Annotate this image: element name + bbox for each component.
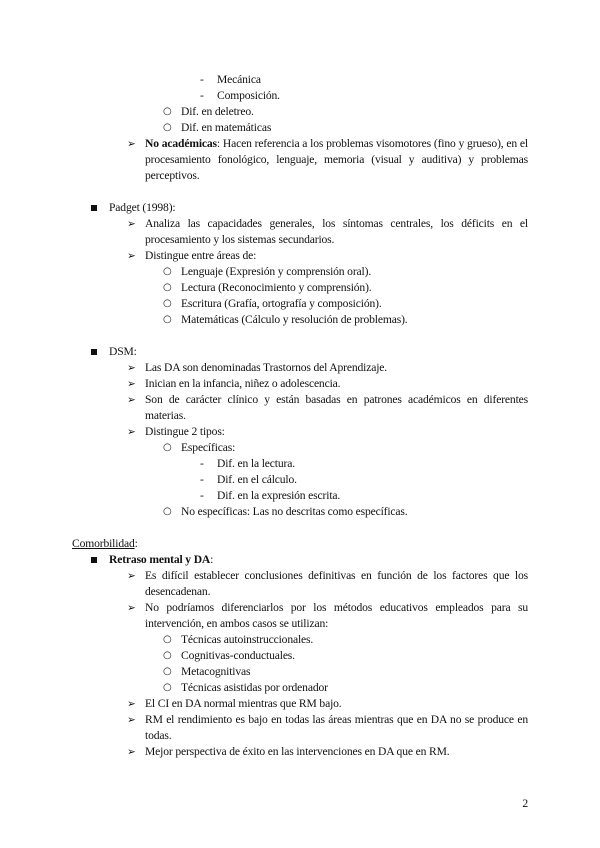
square-bullet-icon (91, 344, 97, 360)
list-item: Metacognitivas (181, 665, 251, 678)
square-bullet-icon (91, 200, 97, 216)
circle-bullet-icon: ○ (163, 650, 172, 661)
arrow-bullet-icon: ➢ (127, 426, 136, 438)
list-item: Mejor perspectiva de éxito en las intervenciones en DA que en RM. (145, 745, 450, 758)
list-item: Lectura (Reconocimiento y comprensión). (181, 281, 372, 294)
arrow-bullet-icon: ➢ (127, 378, 136, 390)
list-item: Dif. en el cálculo. (217, 473, 297, 486)
page-number: 2 (522, 797, 528, 810)
arrow-bullet-icon: ➢ (127, 362, 136, 374)
arrow-bullet-icon: ➢ (127, 218, 136, 230)
list-item: Analiza las capacidades generales, los síntomas centrales, los déficits en el procesamiento y los sistemas secundarios. (145, 217, 528, 246)
list-item: Escritura (Grafía, ortografía y composición). (181, 297, 382, 310)
arrow-bullet-icon: ➢ (127, 714, 136, 726)
list-item: El CI en DA normal mientras que RM bajo. (145, 697, 342, 710)
list-item: Dif. en deletreo. (181, 105, 254, 118)
list-item: Dif. en la expresión escrita. (217, 489, 341, 502)
section-dsm: DSM: (109, 345, 137, 358)
list-item: RM el rendimiento es bajo en todas las áreas mientras que en DA no se produce en todas. (145, 713, 528, 742)
square-bullet-icon (91, 552, 97, 568)
list-item: Mecánica (217, 73, 261, 86)
arrow-bullet-icon: ➢ (127, 570, 136, 582)
dash-bullet: - (200, 489, 204, 502)
circle-bullet-icon: ○ (163, 682, 172, 693)
list-item: Matemáticas (Cálculo y resolución de problemas). (181, 313, 408, 326)
list-item: Técnicas asistidas por ordenador (181, 681, 328, 694)
term-no-academicas: No académicas (145, 137, 217, 150)
list-item: Es difícil establecer conclusiones definitivas en función de los factores que los desencadenan. (145, 569, 528, 598)
paragraph-no-academicas (145, 136, 528, 184)
list-item: No podríamos diferenciarlos por los métodos educativos empleados para su intervención, en ambos casos se utilizan: (145, 601, 528, 630)
dash-bullet: - (200, 473, 204, 486)
circle-bullet-icon: ○ (163, 122, 172, 133)
arrow-bullet-icon: ➢ (127, 746, 136, 758)
arrow-bullet-icon: ➢ (127, 394, 136, 406)
list-item: Específicas: (181, 441, 236, 454)
arrow-bullet-icon: ➢ (127, 250, 136, 262)
section-padget: Padget (1998): (109, 201, 176, 214)
circle-bullet-icon: ○ (163, 442, 172, 453)
term-retraso: Retraso mental y DA (109, 553, 211, 566)
dash-bullet: - (200, 89, 204, 102)
circle-bullet-icon: ○ (163, 634, 172, 645)
dash-bullet: - (200, 457, 204, 470)
circle-bullet-icon: ○ (163, 106, 172, 117)
list-item: Inician en la infancia, niñez o adolescencia. (145, 377, 341, 390)
list-item: Las DA son denominadas Trastornos del Aprendizaje. (145, 361, 388, 374)
circle-bullet-icon: ○ (163, 266, 172, 277)
heading-comorbilidad (72, 536, 138, 552)
list-item: No específicas: Las no descritas como específicas. (181, 505, 408, 518)
circle-bullet-icon: ○ (163, 282, 172, 293)
list-item: Técnicas autoinstruccionales. (181, 633, 314, 646)
list-item: Dif. en la lectura. (217, 457, 295, 470)
arrow-bullet-icon: ➢ (127, 138, 136, 150)
list-item: Distingue entre áreas de: (145, 249, 257, 262)
list-item: Distingue 2 tipos: (145, 425, 225, 438)
list-item: Dif. en matemáticas (181, 121, 272, 134)
section-retraso (109, 552, 213, 568)
dash-bullet: - (200, 73, 204, 86)
arrow-bullet-icon: ➢ (127, 602, 136, 614)
circle-bullet-icon: ○ (163, 298, 172, 309)
arrow-bullet-icon: ➢ (127, 698, 136, 710)
circle-bullet-icon: ○ (163, 314, 172, 325)
list-item: Composición. (217, 89, 280, 102)
list-item: Son de carácter clínico y están basadas en patrones académicos en diferentes materias. (145, 393, 528, 422)
circle-bullet-icon: ○ (163, 666, 172, 677)
colon: : (210, 553, 214, 566)
list-item: Cognitivas-conductuales. (181, 649, 295, 662)
no-academicas-text: : Hacen referencia a los problemas visomotores (fino y grueso), en el procesamiento fonológico, lenguaje, memoria (visual y auditiva) y problemas perceptivos. (145, 137, 528, 182)
colon: : (134, 537, 138, 550)
comorbilidad-title: Comorbilidad (72, 537, 135, 550)
circle-bullet-icon: ○ (163, 506, 172, 517)
list-item: Lenguaje (Expresión y comprensión oral). (181, 265, 372, 278)
